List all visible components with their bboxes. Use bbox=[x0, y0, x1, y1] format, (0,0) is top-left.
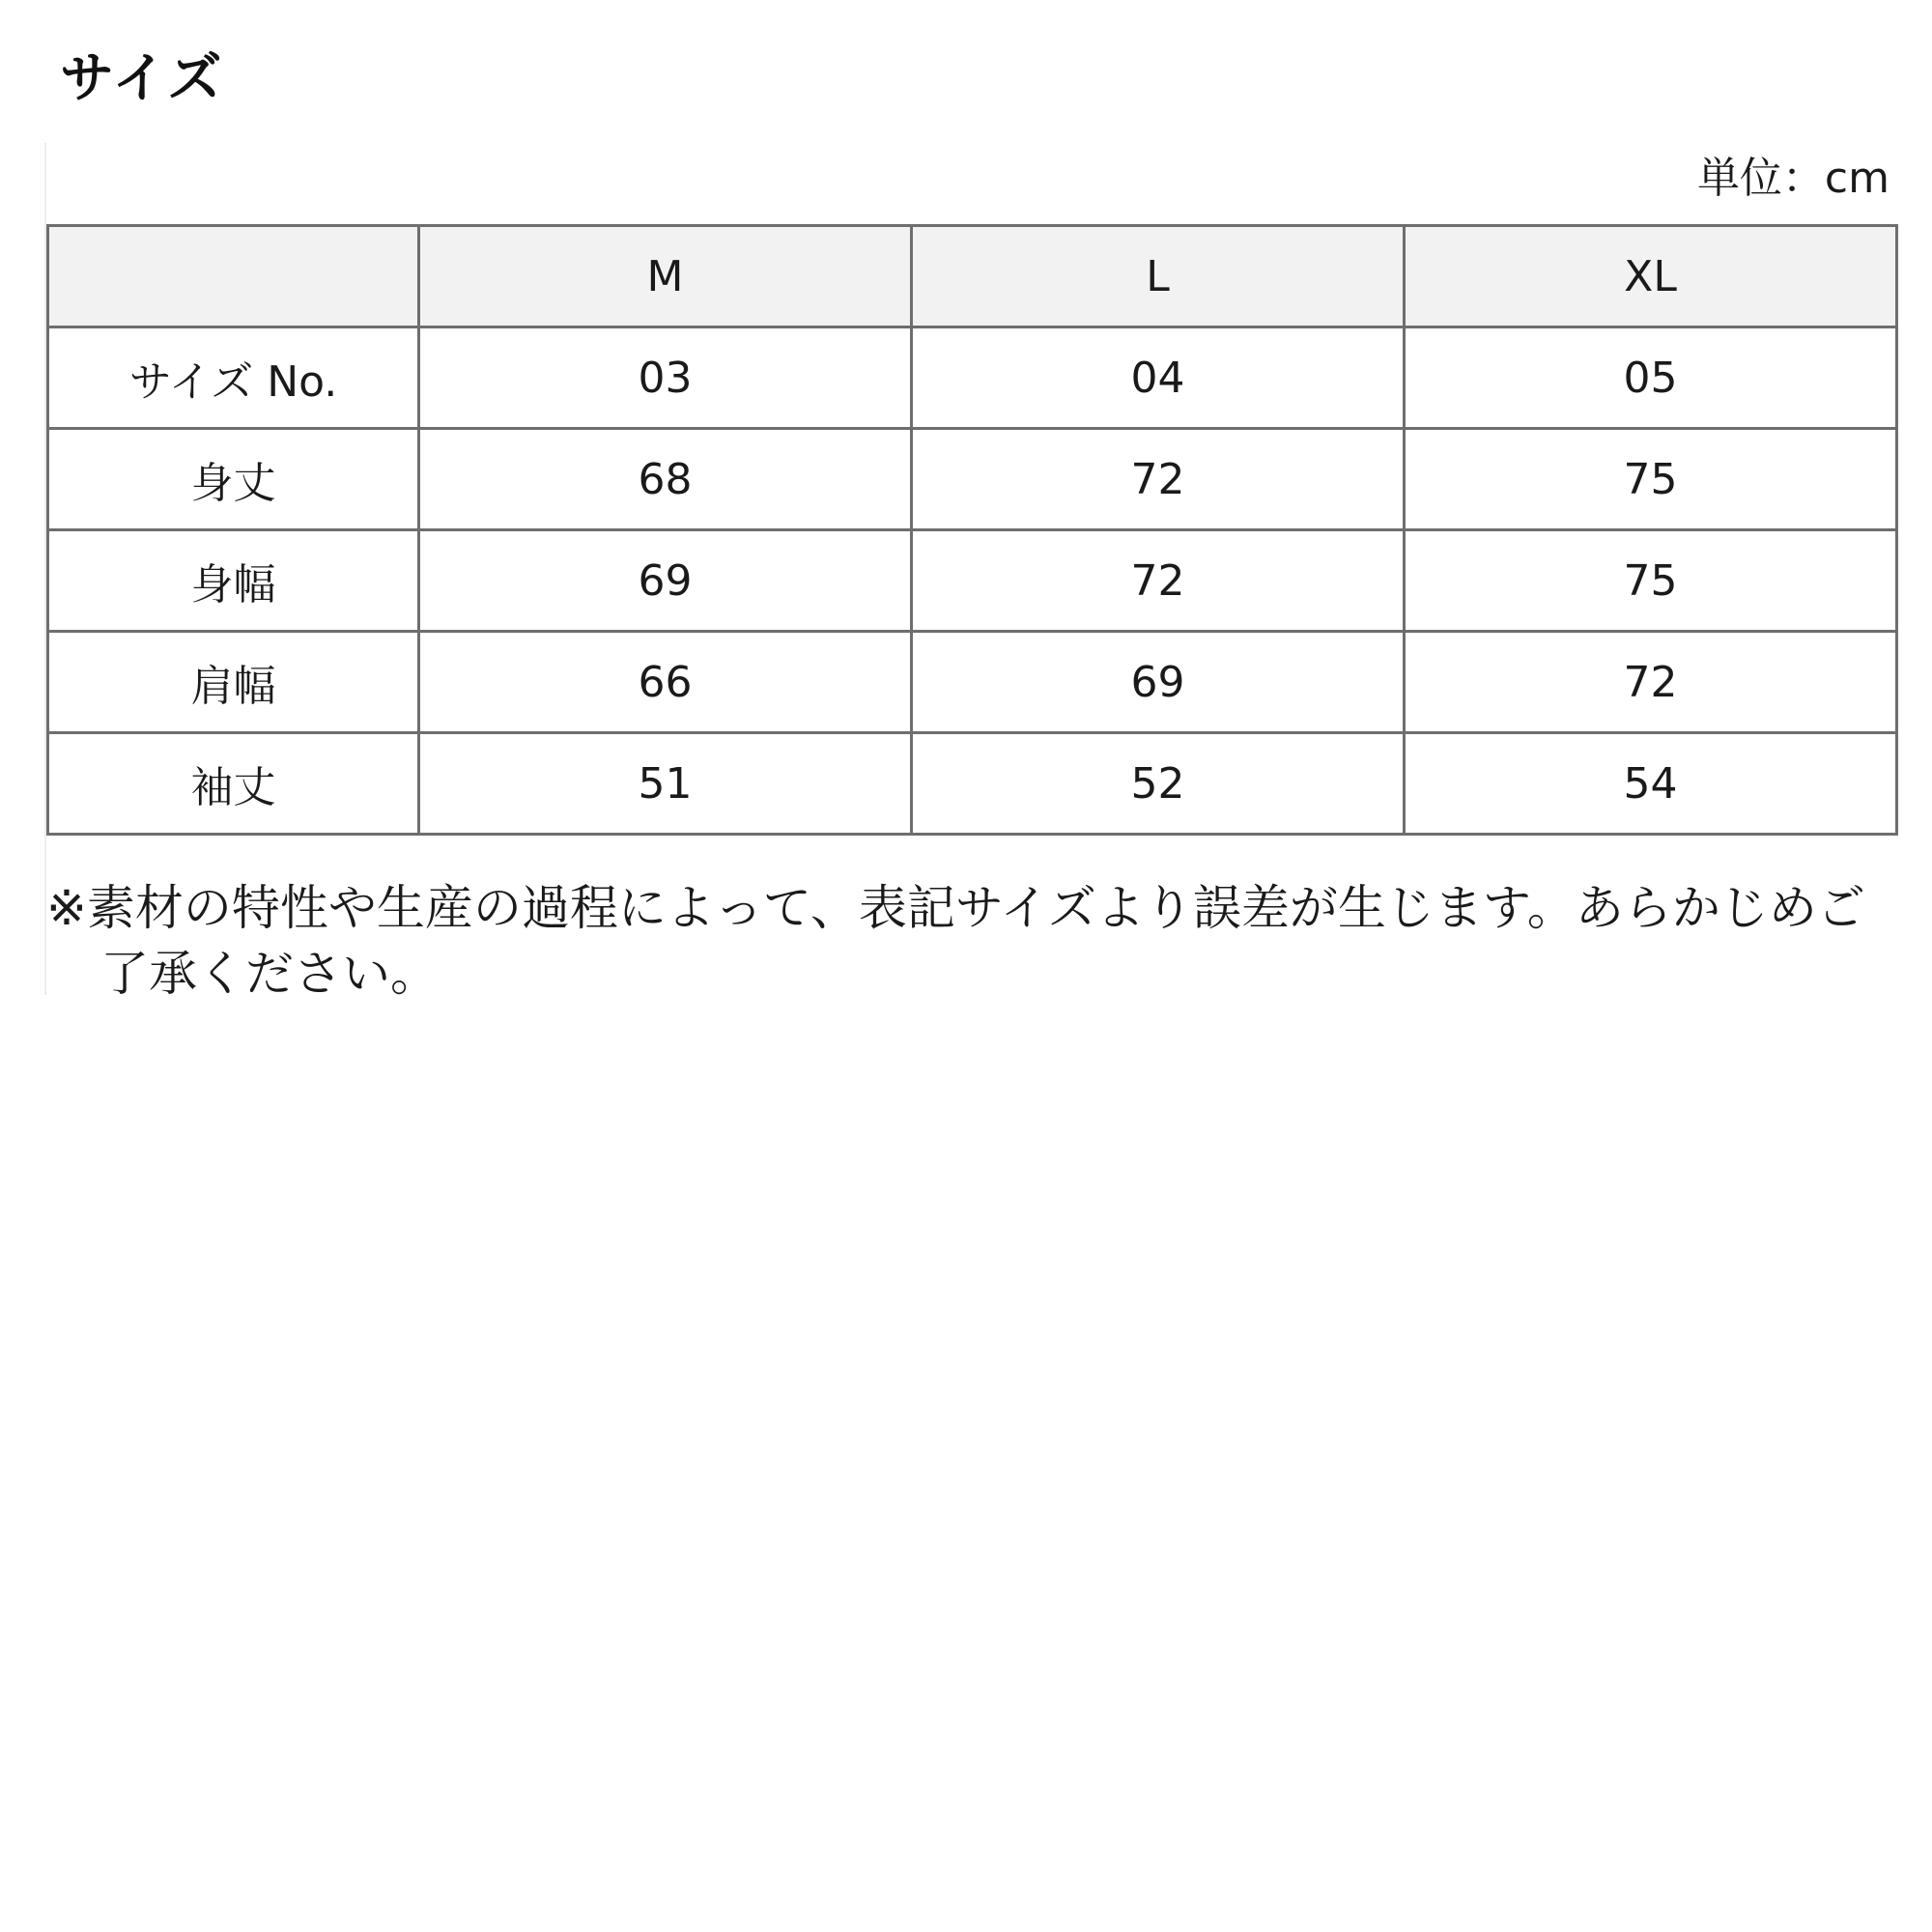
table-cell: 51 bbox=[419, 733, 912, 835]
table-cell: 69 bbox=[912, 632, 1405, 733]
row-label: 身丈 bbox=[48, 429, 419, 530]
table-header-row bbox=[48, 226, 1897, 327]
footnote: ※素材の特性や生産の過程によって、表記サイズより誤差が生じます。あらかじめご了承ください。 bbox=[46, 880, 1865, 995]
table-row bbox=[48, 530, 1897, 632]
row-label: 肩幅 bbox=[48, 632, 419, 733]
table-cell: 72 bbox=[1405, 632, 1897, 733]
table-cell: 75 bbox=[1405, 530, 1897, 632]
table-cell: 69 bbox=[419, 530, 912, 632]
row-label: サイズ No. bbox=[48, 327, 419, 429]
table-cell: 75 bbox=[1405, 429, 1897, 530]
table-cell: 04 bbox=[912, 327, 1405, 429]
page-title: サイズ bbox=[60, 47, 224, 110]
table-cell: 68 bbox=[419, 429, 912, 530]
table-header-cell-xl: XL bbox=[1405, 226, 1897, 327]
size-chart-panel bbox=[44, 143, 1901, 995]
row-label: 身幅 bbox=[48, 530, 419, 632]
table-row bbox=[48, 733, 1897, 835]
table-header-cell-l: L bbox=[912, 226, 1405, 327]
table-row bbox=[48, 632, 1897, 733]
row-label: 袖丈 bbox=[48, 733, 419, 835]
unit-label: 単位：cm bbox=[1696, 154, 1889, 203]
table-row bbox=[48, 429, 1897, 530]
table-cell: 72 bbox=[912, 530, 1405, 632]
table-cell: 52 bbox=[912, 733, 1405, 835]
table-header-cell-empty bbox=[48, 226, 419, 327]
table-cell: 66 bbox=[419, 632, 912, 733]
table-header-cell-m: M bbox=[419, 226, 912, 327]
table-cell: 03 bbox=[419, 327, 912, 429]
table-cell: 05 bbox=[1405, 327, 1897, 429]
table-row bbox=[48, 327, 1897, 429]
size-table bbox=[46, 224, 1898, 836]
table-cell: 54 bbox=[1405, 733, 1897, 835]
table-cell: 72 bbox=[912, 429, 1405, 530]
